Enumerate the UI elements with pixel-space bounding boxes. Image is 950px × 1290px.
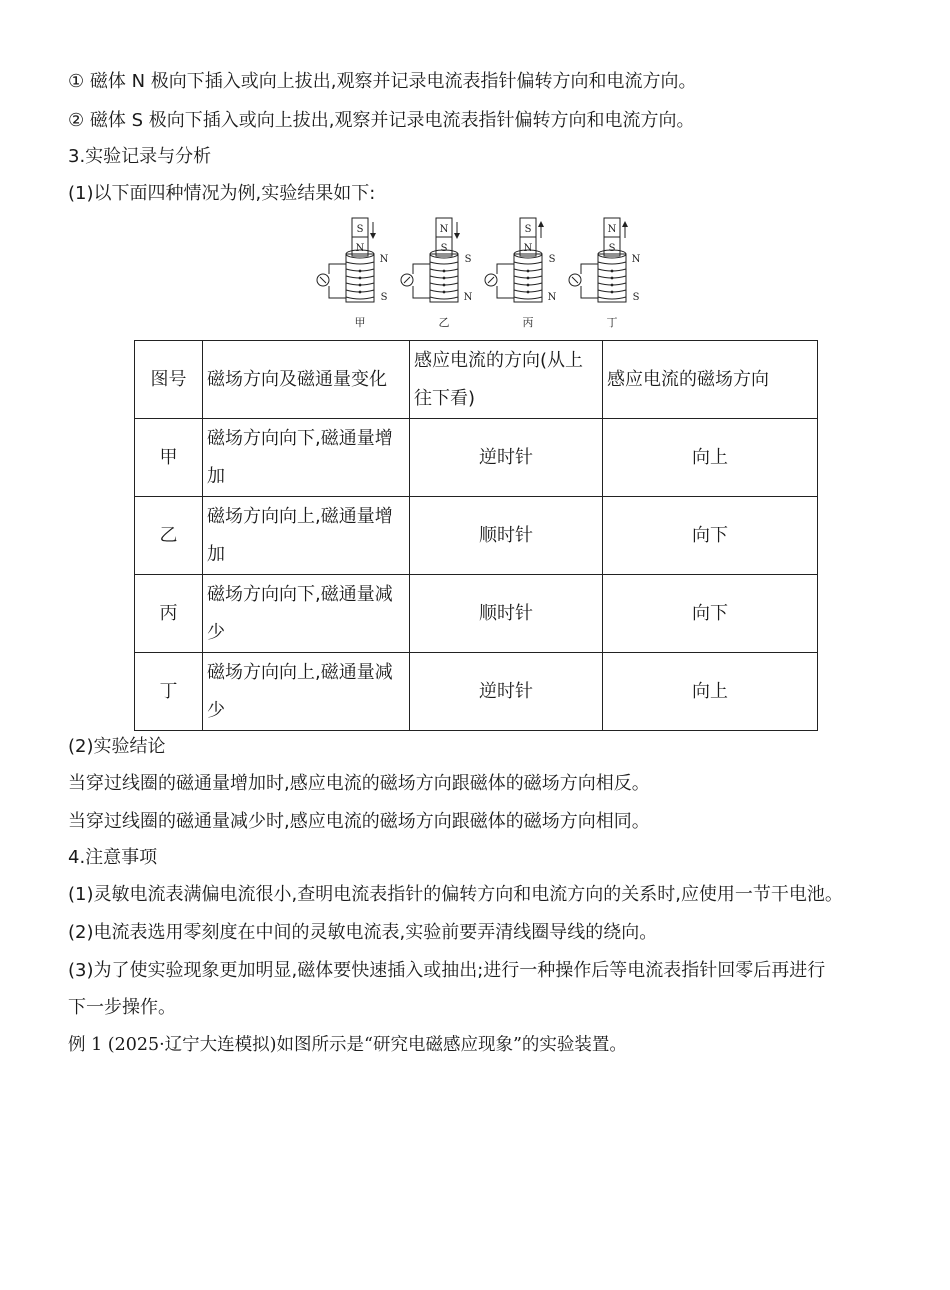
table-header-row <box>135 341 818 419</box>
coil-pole-top-label: S <box>464 254 472 265</box>
note-3-line-a: (3)为了使实验现象更加明显,磁体要快速插入或抽出;进行一种操作后等电流表指针回零后再进行 <box>68 960 826 981</box>
winding-arrow-icon <box>443 291 446 294</box>
winding-arrow-icon <box>443 277 446 280</box>
table-header-cell: 图号 <box>150 368 187 390</box>
winding-arrow-icon <box>527 277 530 280</box>
table-cell: 磁场方向向下,磁通量减少 <box>207 583 393 643</box>
circuit-wire <box>329 286 346 298</box>
winding-arrow-icon <box>359 270 362 273</box>
magnet-pole-top-label: S <box>524 224 532 235</box>
example-1-text: 例 1 (2025·辽宁大连模拟)如图所示是“研究电磁感应现象”的实验装置。 <box>68 1035 627 1055</box>
panel-caption: 甲 <box>354 316 366 329</box>
coil-winding <box>430 297 458 299</box>
circuit-wire <box>497 286 514 298</box>
induction-experiment-figure <box>305 212 645 332</box>
note-2: (2)电流表选用零刻度在中间的灵敏电流表,实验前要弄清线圈导线的绕向。 <box>68 922 658 943</box>
table-cell: 丙 <box>159 602 178 624</box>
motion-arrow-down-icon <box>454 233 460 239</box>
motion-arrow-up-icon <box>622 221 628 227</box>
winding-arrow-icon <box>443 284 446 287</box>
circuit-wire <box>497 264 514 274</box>
magnet-pole-bottom-label: N <box>355 243 365 254</box>
figure-svg <box>305 212 645 332</box>
coil-winding <box>514 297 542 299</box>
note-1: (1)灵敏电流表满偏电流很小,查明电流表指针的偏转方向和电流方向的关系时,应使用一节干电池。 <box>68 884 843 905</box>
table-cell: 磁场方向向下,磁通量增加 <box>207 427 393 487</box>
table-row <box>135 653 818 731</box>
winding-arrow-icon <box>527 291 530 294</box>
step-2-text: ② 磁体 S 极向下插入或向上拔出,观察并记录电流表指针偏转方向和电流方向。 <box>68 110 695 131</box>
winding-arrow-icon <box>443 270 446 273</box>
table-cell: 向下 <box>692 524 728 546</box>
table-cell: 顺时针 <box>479 602 533 624</box>
circuit-wire <box>329 264 346 274</box>
coil-pole-bottom-label: N <box>547 292 557 303</box>
winding-arrow-icon <box>359 284 362 287</box>
table-cell: 向上 <box>692 680 728 702</box>
table-cell: 逆时针 <box>479 446 533 468</box>
winding-arrow-icon <box>611 270 614 273</box>
table-cell: 磁场方向向上,磁通量减少 <box>207 661 393 721</box>
step-1-text: ① 磁体 N 极向下插入或向上拔出,观察并记录电流表指针偏转方向和电流方向。 <box>68 71 697 92</box>
table-row <box>135 575 818 653</box>
motion-arrow-up-icon <box>538 221 544 227</box>
magnet-pole-bottom-label: N <box>523 243 533 254</box>
winding-arrow-icon <box>611 291 614 294</box>
coil-pole-top-label: S <box>548 254 556 265</box>
coil-pole-bottom-label: S <box>632 292 640 303</box>
magnet-pole-top-label: S <box>356 224 364 235</box>
winding-arrow-icon <box>359 277 362 280</box>
panel-caption: 丙 <box>522 316 534 329</box>
table-cell: 甲 <box>159 446 178 468</box>
magnet-pole-top-label: N <box>607 224 617 235</box>
magnet-pole-top-label: N <box>439 224 449 235</box>
table-cell: 顺时针 <box>479 524 533 546</box>
coil-pole-top-label: N <box>631 254 641 265</box>
coil-winding <box>598 297 626 299</box>
table-header-cell: 磁场方向及磁通量变化 <box>207 368 387 390</box>
table-cell: 磁场方向向上,磁通量增加 <box>207 505 393 565</box>
circuit-wire <box>581 264 598 274</box>
panel-caption: 乙 <box>438 316 450 329</box>
winding-arrow-icon <box>611 277 614 280</box>
conclusion-line-2: 当穿过线圈的磁通量减少时,感应电流的磁场方向跟磁体的磁场方向相同。 <box>68 811 650 832</box>
conclusion-heading: (2)实验结论 <box>68 736 166 757</box>
coil-winding <box>514 262 542 264</box>
table-cell: 向下 <box>692 602 728 624</box>
circuit-wire <box>413 286 430 298</box>
winding-arrow-icon <box>527 270 530 273</box>
coil-winding <box>430 262 458 264</box>
coil-pole-top-label: N <box>379 254 389 265</box>
panel-caption: 丁 <box>606 316 618 329</box>
circuit-wire <box>581 286 598 298</box>
table-row <box>135 419 818 497</box>
table-cell: 丁 <box>159 680 178 702</box>
coil-pole-bottom-label: N <box>463 292 473 303</box>
coil-winding <box>346 297 374 299</box>
winding-arrow-icon <box>527 284 530 287</box>
winding-arrow-icon <box>611 284 614 287</box>
sub-1-heading: (1)以下面四种情况为例,实验结果如下: <box>68 183 376 204</box>
magnet-pole-bottom-label: S <box>440 243 448 254</box>
table-header-cell: 感应电流的磁场方向 <box>607 368 769 390</box>
section-3-heading: 3.实验记录与分析 <box>68 146 212 167</box>
coil-winding <box>598 262 626 264</box>
coil-pole-bottom-label: S <box>380 292 388 303</box>
table-cell: 向上 <box>692 446 728 468</box>
conclusion-line-1: 当穿过线圈的磁通量增加时,感应电流的磁场方向跟磁体的磁场方向相反。 <box>68 773 650 794</box>
motion-arrow-down-icon <box>370 233 376 239</box>
magnet-pole-bottom-label: S <box>608 243 616 254</box>
table-cell: 逆时针 <box>479 680 533 702</box>
notes-heading: 4.注意事项 <box>68 847 158 868</box>
table-header-cell: 感应电流的方向(从上往下看) <box>414 349 584 409</box>
coil-winding <box>346 262 374 264</box>
note-3-line-b: 下一步操作。 <box>68 997 176 1018</box>
circuit-wire <box>413 264 430 274</box>
winding-arrow-icon <box>359 291 362 294</box>
experiment-table <box>134 340 818 731</box>
table-cell: 乙 <box>159 524 178 546</box>
table-row <box>135 497 818 575</box>
